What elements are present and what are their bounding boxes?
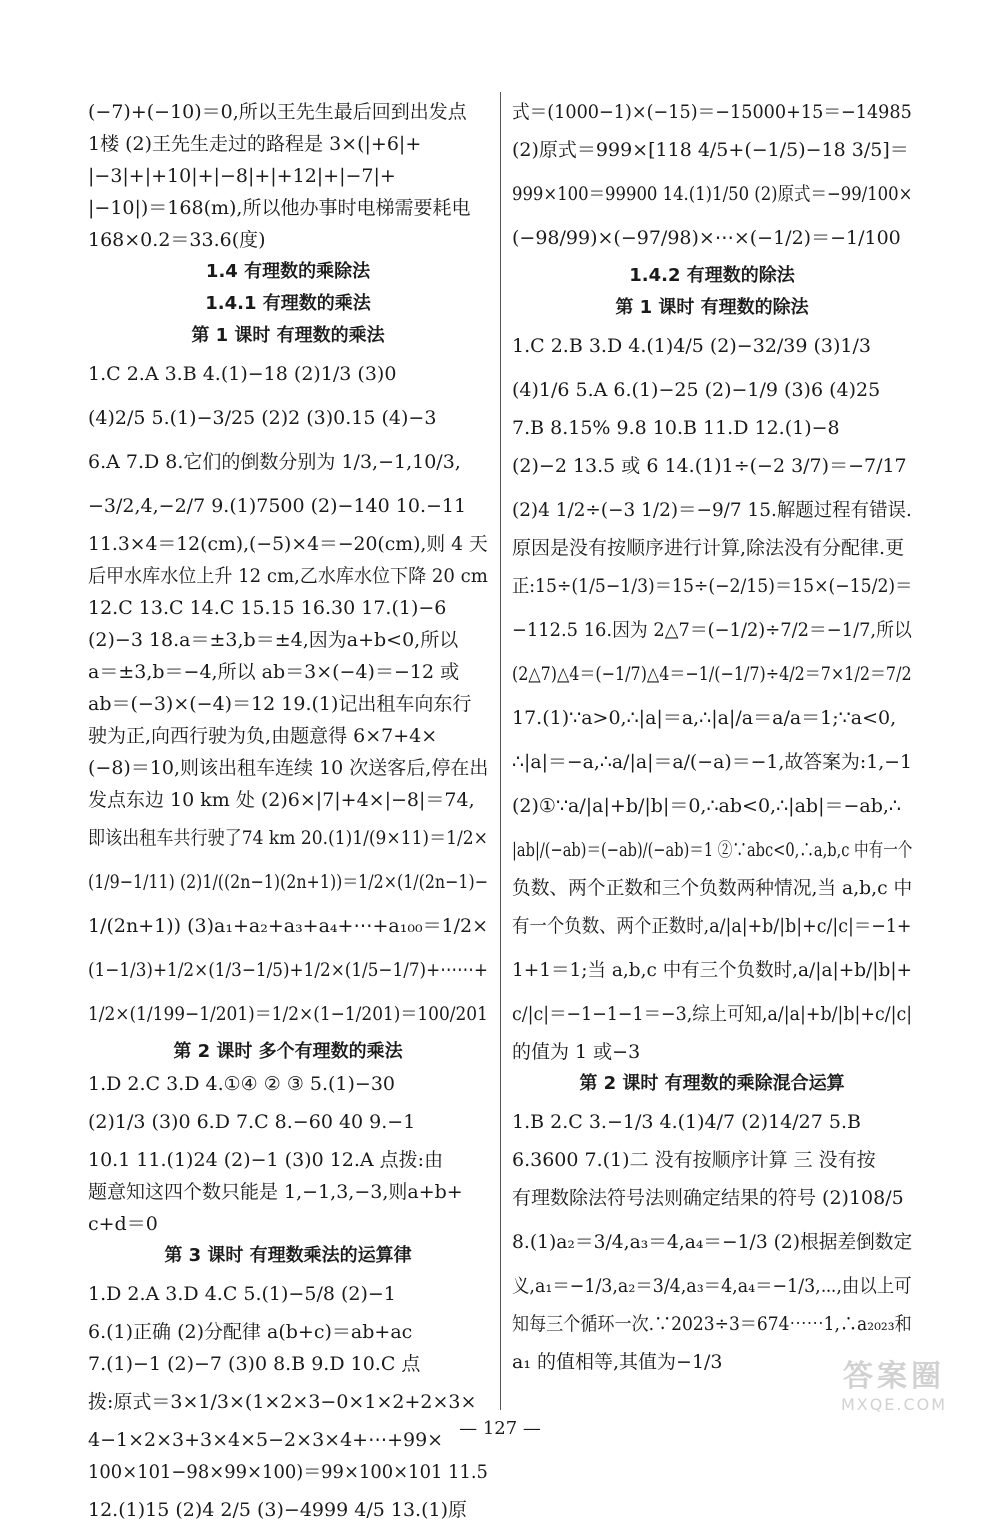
left-column — [88, 96, 488, 1532]
text-line: 1/(2n+1)) (3)a₁+a₂+a₃+a₄+⋯+a₁₀₀＝1/2× — [88, 915, 489, 937]
text-line: 1.B 2.C 3.−1/3 4.(1)4/7 (2)14/27 5.B — [512, 1111, 861, 1133]
text-line: −3/2,4,−2/7 9.(1)7500 (2)−140 10.−11 — [88, 495, 467, 517]
text-line: (−98/99)×(−97/98)×⋯×(−1/2)＝−1/100 — [512, 227, 901, 249]
text-line: 知每三个循环一次.∵2023÷3＝674⋯⋯1,∴a₂₀₂₃和 — [512, 1313, 912, 1335]
text-line: (2△7)△4＝(−1/7)△4＝−1/(−1/7)÷4/2＝7×1/2＝7/2 — [512, 663, 912, 685]
text-line: (2)原式＝999×[118 4/5+(−1/5)−18 3/5]＝ — [512, 139, 909, 161]
text-line: (2)−2 13.5 或 6 14.(1)1÷(−2 3/7)＝−7/17 — [512, 455, 907, 477]
text-line: |−3|+|+10|+|−8|+|+12|+|−7|+ — [88, 165, 396, 187]
text-line: 11.3×4＝12(cm),(−5)×4＝−20(cm),则 4 天 — [88, 533, 488, 555]
section-heading: 1.4 有理数的乘除法 — [205, 261, 371, 282]
watermark-url: MXQE.COM — [840, 1395, 948, 1414]
text-line: 后甲水库水位上升 12 cm,乙水库水位下降 20 cm — [88, 565, 488, 587]
text-line: (1/9−1/11) (2)1/((2n−1)(2n+1))＝1/2×(1/(2n−1)− — [88, 871, 489, 893]
subsection-heading: 1.4.1 有理数的乘法 — [205, 293, 371, 314]
text-line: (2)1/3 (3)0 6.D 7.C 8.−60 40 9.−1 — [88, 1111, 416, 1133]
text-line: (4)2/5 5.(1)−3/25 (2)2 (3)0.15 (4)−3 — [88, 407, 437, 429]
text-line: 6.A 7.D 8.它们的倒数分别为 1/3,−1,10/3, — [88, 451, 461, 473]
column-divider — [500, 92, 501, 1410]
text-line: c/|c|＝−1−1−1＝−3,综上可知,a/|a|+b/|b|+c/|c| — [512, 1003, 913, 1025]
text-line: 即该出租车共行驶了74 km 20.(1)1/(9×11)＝1/2× — [88, 827, 488, 849]
lesson-heading: 第 2 课时 有理数的乘除混合运算 — [579, 1073, 845, 1094]
text-line: −112.5 16.因为 2△7＝(−1/2)÷7/2＝−1/7,所以 — [512, 619, 912, 641]
text-line: (2)①∵a/|a|+b/|b|＝0,∴ab<0,∴|ab|＝−ab,∴ — [512, 795, 902, 817]
text-line: 1.D 2.A 3.D 4.C 5.(1)−5/8 (2)−1 — [88, 1283, 396, 1305]
watermark-logo — [824, 1351, 964, 1415]
text-line: 原因是没有按顺序进行计算,除法没有分配律.更 — [512, 537, 905, 559]
lesson-heading: 第 1 课时 有理数的除法 — [615, 297, 809, 318]
text-line: a₁ 的值相等,其值为−1/3 — [512, 1351, 723, 1373]
text-line: 发点东边 10 km 处 (2)6×|7|+4×|−8|＝74, — [88, 789, 475, 811]
text-line: 义,a₁＝−1/3,a₂＝3/4,a₃＝4,a₄＝−1/3,⋯,由以上可 — [512, 1275, 912, 1297]
text-line: 1.D 2.C 3.D 4.①④ ② ③ 5.(1)−30 — [88, 1073, 396, 1095]
text-line: |ab|/(−ab)＝(−ab)/(−ab)＝1 ②∵abc<0,∴a,b,c 中有一个 — [512, 839, 913, 861]
text-line: 1/2×(1/199−1/201)＝1/2×(1−1/201)＝100/201 — [88, 1003, 488, 1025]
text-line: 4−1×2×3+3×4×5−2×3×4+⋯+99× — [88, 1429, 444, 1451]
subsection-heading: 1.4.2 有理数的除法 — [629, 265, 795, 286]
text-line: 拨:原式＝3×1/3×(1×2×3−0×1×2+2×3× — [88, 1391, 477, 1413]
text-line: 6.3600 7.(1)二 没有按顺序计算 三 没有按 — [512, 1149, 876, 1171]
text-line: 1.C 2.B 3.D 4.(1)4/5 (2)−32/39 (3)1/3 — [512, 335, 872, 357]
text-line: 有一个负数、两个正数时,a/|a|+b/|b|+c/|c|＝−1+ — [512, 915, 912, 937]
text-line: 12.(1)15 (2)4 2/5 (3)−4999 4/5 13.(1)原 — [88, 1499, 467, 1521]
text-line: 17.(1)∵a>0,∴|a|＝a,∴|a|/a＝a/a＝1;∵a<0, — [512, 707, 897, 729]
text-line: ∴|a|＝−a,∴a/|a|＝a/(−a)＝−1,故答案为:1,−1 — [512, 751, 913, 773]
text-line: (2)−3 18.a＝±3,b＝±4,因为a+b<0,所以 — [88, 629, 459, 651]
watermark-logo-text: 答案圈 — [843, 1359, 945, 1394]
lesson-heading: 第 3 课时 有理数乘法的运算律 — [164, 1245, 412, 1266]
text-line: (4)1/6 5.A 6.(1)−25 (2)−1/9 (3)6 (4)25 — [512, 379, 881, 401]
lesson-heading: 第 2 课时 多个有理数的乘法 — [173, 1041, 403, 1062]
text-line: 10.1 11.(1)24 (2)−1 (3)0 12.A 点拨:由 — [88, 1149, 444, 1171]
page-number: — 127 — — [459, 1418, 541, 1439]
text-line: 12.C 13.C 14.C 15.15 16.30 17.(1)−6 — [88, 597, 447, 619]
text-line: 1+1＝1;当 a,b,c 中有三个负数时,a/|a|+b/|b|+ — [512, 959, 913, 981]
text-line: 8.(1)a₂＝3/4,a₃＝4,a₄＝−1/3 (2)根据差倒数定 — [512, 1231, 913, 1253]
text-line: 6.(1)正确 (2)分配律 a(b+c)＝ab+ac — [88, 1321, 413, 1343]
text-line: (−8)＝10,则该出租车连续 10 次送客后,停在出 — [88, 757, 489, 779]
text-line: 999×100＝99900 14.(1)1/50 (2)原式＝−99/100× — [512, 183, 913, 205]
text-line: 正:15÷(1/5−1/3)＝15÷(−2/15)＝15×(−15/2)＝ — [512, 575, 913, 597]
text-line: 驶为正,向西行驶为负,由题意得 6×7+4× — [88, 725, 438, 747]
text-line: (2)4 1/2÷(−3 1/2)＝−9/7 15.解题过程有错误. — [512, 499, 912, 521]
text-line: ab＝(−3)×(−4)＝12 19.(1)记出租车向东行 — [88, 693, 472, 715]
text-line: 1楼 (2)王先生走过的路程是 3×(|+6|+ — [88, 133, 422, 155]
text-line: 100×101−98×99×100)＝99×100×101 11.5 — [88, 1461, 488, 1483]
text-line: (−7)+(−10)＝0,所以王先生最后回到出发点 — [88, 101, 467, 123]
text-line: c+d＝0 — [88, 1213, 158, 1235]
text-line: 式＝(1000−1)×(−15)＝−15000+15＝−14985 — [512, 101, 912, 123]
lesson-heading: 第 1 课时 有理数的乘法 — [191, 325, 385, 346]
text-line: |−10|)＝168(m),所以他办事时电梯需要耗电 — [88, 197, 471, 219]
text-line: 有理数除法符号法则确定结果的符号 (2)108/5 — [512, 1187, 904, 1209]
text-line: 7.B 8.15% 9.8 10.B 11.D 12.(1)−8 — [512, 417, 840, 439]
text-line: 负数、两个正数和三个负数两种情况,当 a,b,c 中 — [512, 877, 913, 899]
text-line: 168×0.2＝33.6(度) — [88, 229, 266, 251]
text-line: a＝±3,b＝−4,所以 ab＝3×(−4)＝−12 或 — [88, 661, 460, 683]
text-line: (1−1/3)+1/2×(1/3−1/5)+1/2×(1/5−1/7)+⋯⋯+ — [88, 959, 488, 981]
text-line: 7.(1)−1 (2)−7 (3)0 8.B 9.D 10.C 点 — [88, 1353, 421, 1375]
text-line: 1.C 2.A 3.B 4.(1)−18 (2)1/3 (3)0 — [88, 363, 397, 385]
text-line: 题意知这四个数只能是 1,−1,3,−3,则a+b+ — [88, 1181, 463, 1203]
text-line: 的值为 1 或−3 — [512, 1041, 641, 1063]
right-column — [512, 96, 912, 1384]
